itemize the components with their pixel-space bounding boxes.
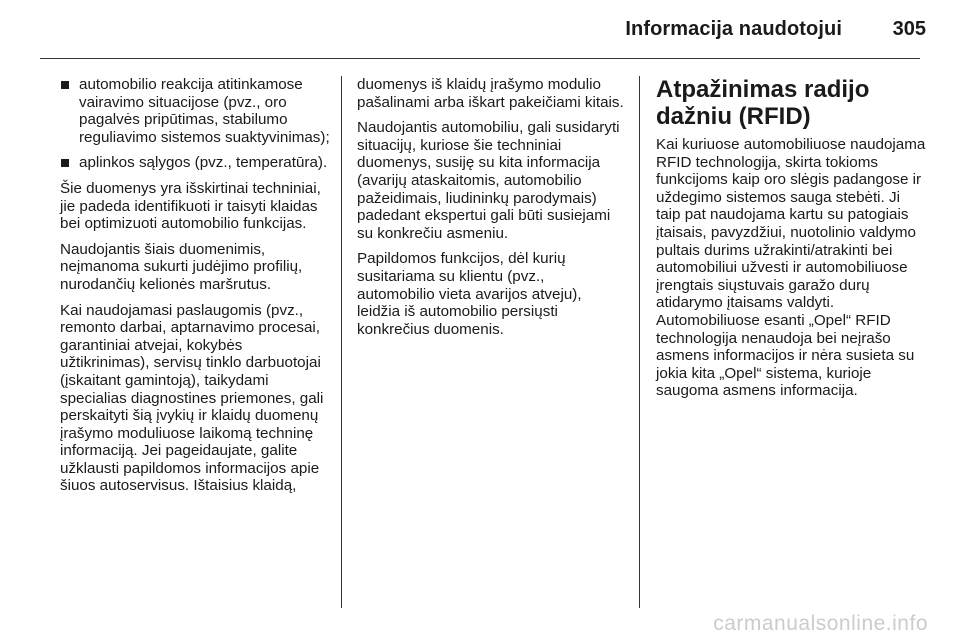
square-bullet-icon bbox=[61, 159, 69, 167]
bullet-item bbox=[60, 76, 335, 146]
paragraph: Papildomos funkcijos, dėl kurių susitariama su klientu (pvz., automobilio vieta avarijos atveju), leidžia iš automobilio persiųsti konkrečius duomenis. bbox=[357, 250, 582, 338]
paragraph: Kai naudojamasi paslaugomis (pvz., remonto darbai, aptarnavimo procesai, garantiniai atvejai, kokybės užtikrinimas), servisų tinklo darbuotojai (įskaitant gamintoją), taikydami specialias diagnostines priemones, gali perskaityti šią įvykių ir klaidų duomenų įrašymo moduliuose laikomą techninę informaciją. Jei pageidaujate, galite užklausti papildomos informacijos apie šiuos autoservisus. Ištaisius klaidą, bbox=[60, 301, 324, 495]
page-header bbox=[0, 0, 960, 58]
text-column-1 bbox=[60, 76, 335, 503]
paragraph: duomenys iš klaidų įrašymo modulio pašalinami arba iškart pakeičiami kitais. bbox=[357, 76, 624, 111]
column-divider bbox=[639, 76, 640, 608]
page-number: 305 bbox=[892, 18, 926, 40]
bullet-text: automobilio reakcija atitinkamose vairavimo situacijose (pvz., oro pagalvės pripūtimas, stabilumo reguliavimo sistemos suaktyvinimas); bbox=[79, 76, 330, 146]
square-bullet-icon bbox=[61, 81, 69, 89]
paragraph: Šie duomenys yra išskirtinai techniniai, jie padeda identifikuoti ir taisyti klaidas bei optimizuoti automobilio funkcijas. bbox=[60, 179, 321, 233]
paragraph: Naudojantis automobiliu, gali susidaryti situacijų, kuriose šie techniniai duomenys, susiję su kita informacija (avarijų ataskaitomis, automobilio pažeidimais, liudininkų parodymais) padedant ekspertui gali būti susiejami su konkrečiu asmeniu. bbox=[357, 119, 620, 242]
section-heading: Atpažinimas radijo dažniu (RFID) bbox=[656, 76, 870, 130]
bullet-item bbox=[60, 154, 335, 172]
text-column-3 bbox=[656, 76, 926, 408]
bullet-text: aplinkos sąlygos (pvz., temperatūra). bbox=[79, 154, 328, 172]
watermark: carmanualsonline.info bbox=[713, 612, 928, 635]
header-divider bbox=[40, 58, 920, 59]
text-column-2 bbox=[357, 76, 625, 346]
paragraph: Naudojantis šiais duomenimis, neįmanoma sukurti judėjimo profilių, nurodančių kelionės maršrutus. bbox=[60, 240, 303, 293]
paragraph: Kai kuriuose automobiliuose naudojama RFID technologija, skirta tokioms funkcijoms kaip oro slėgis padangose ir uždegimo sistemos sauga stebėti. Ji taip pat naudojama kartu su patogiais įtaisais, pavyzdžiui, nuotolinio valdymo pultais durims užrakinti/atrakinti bei automobiliui užvesti ir automobiliuose įrengtais siųstuvais garažo durų atidarymo įtaisams valdyti. Automobiliuose esanti „Opel“ RFID technologija nenaudoja bei neįrašo asmens informacijos ir nėra susieta su jokia kita „Opel“ sistema, kurioje saugoma asmens informacija. bbox=[656, 136, 926, 400]
page-title: Informacija naudotojui bbox=[625, 18, 842, 40]
column-divider bbox=[341, 76, 342, 608]
